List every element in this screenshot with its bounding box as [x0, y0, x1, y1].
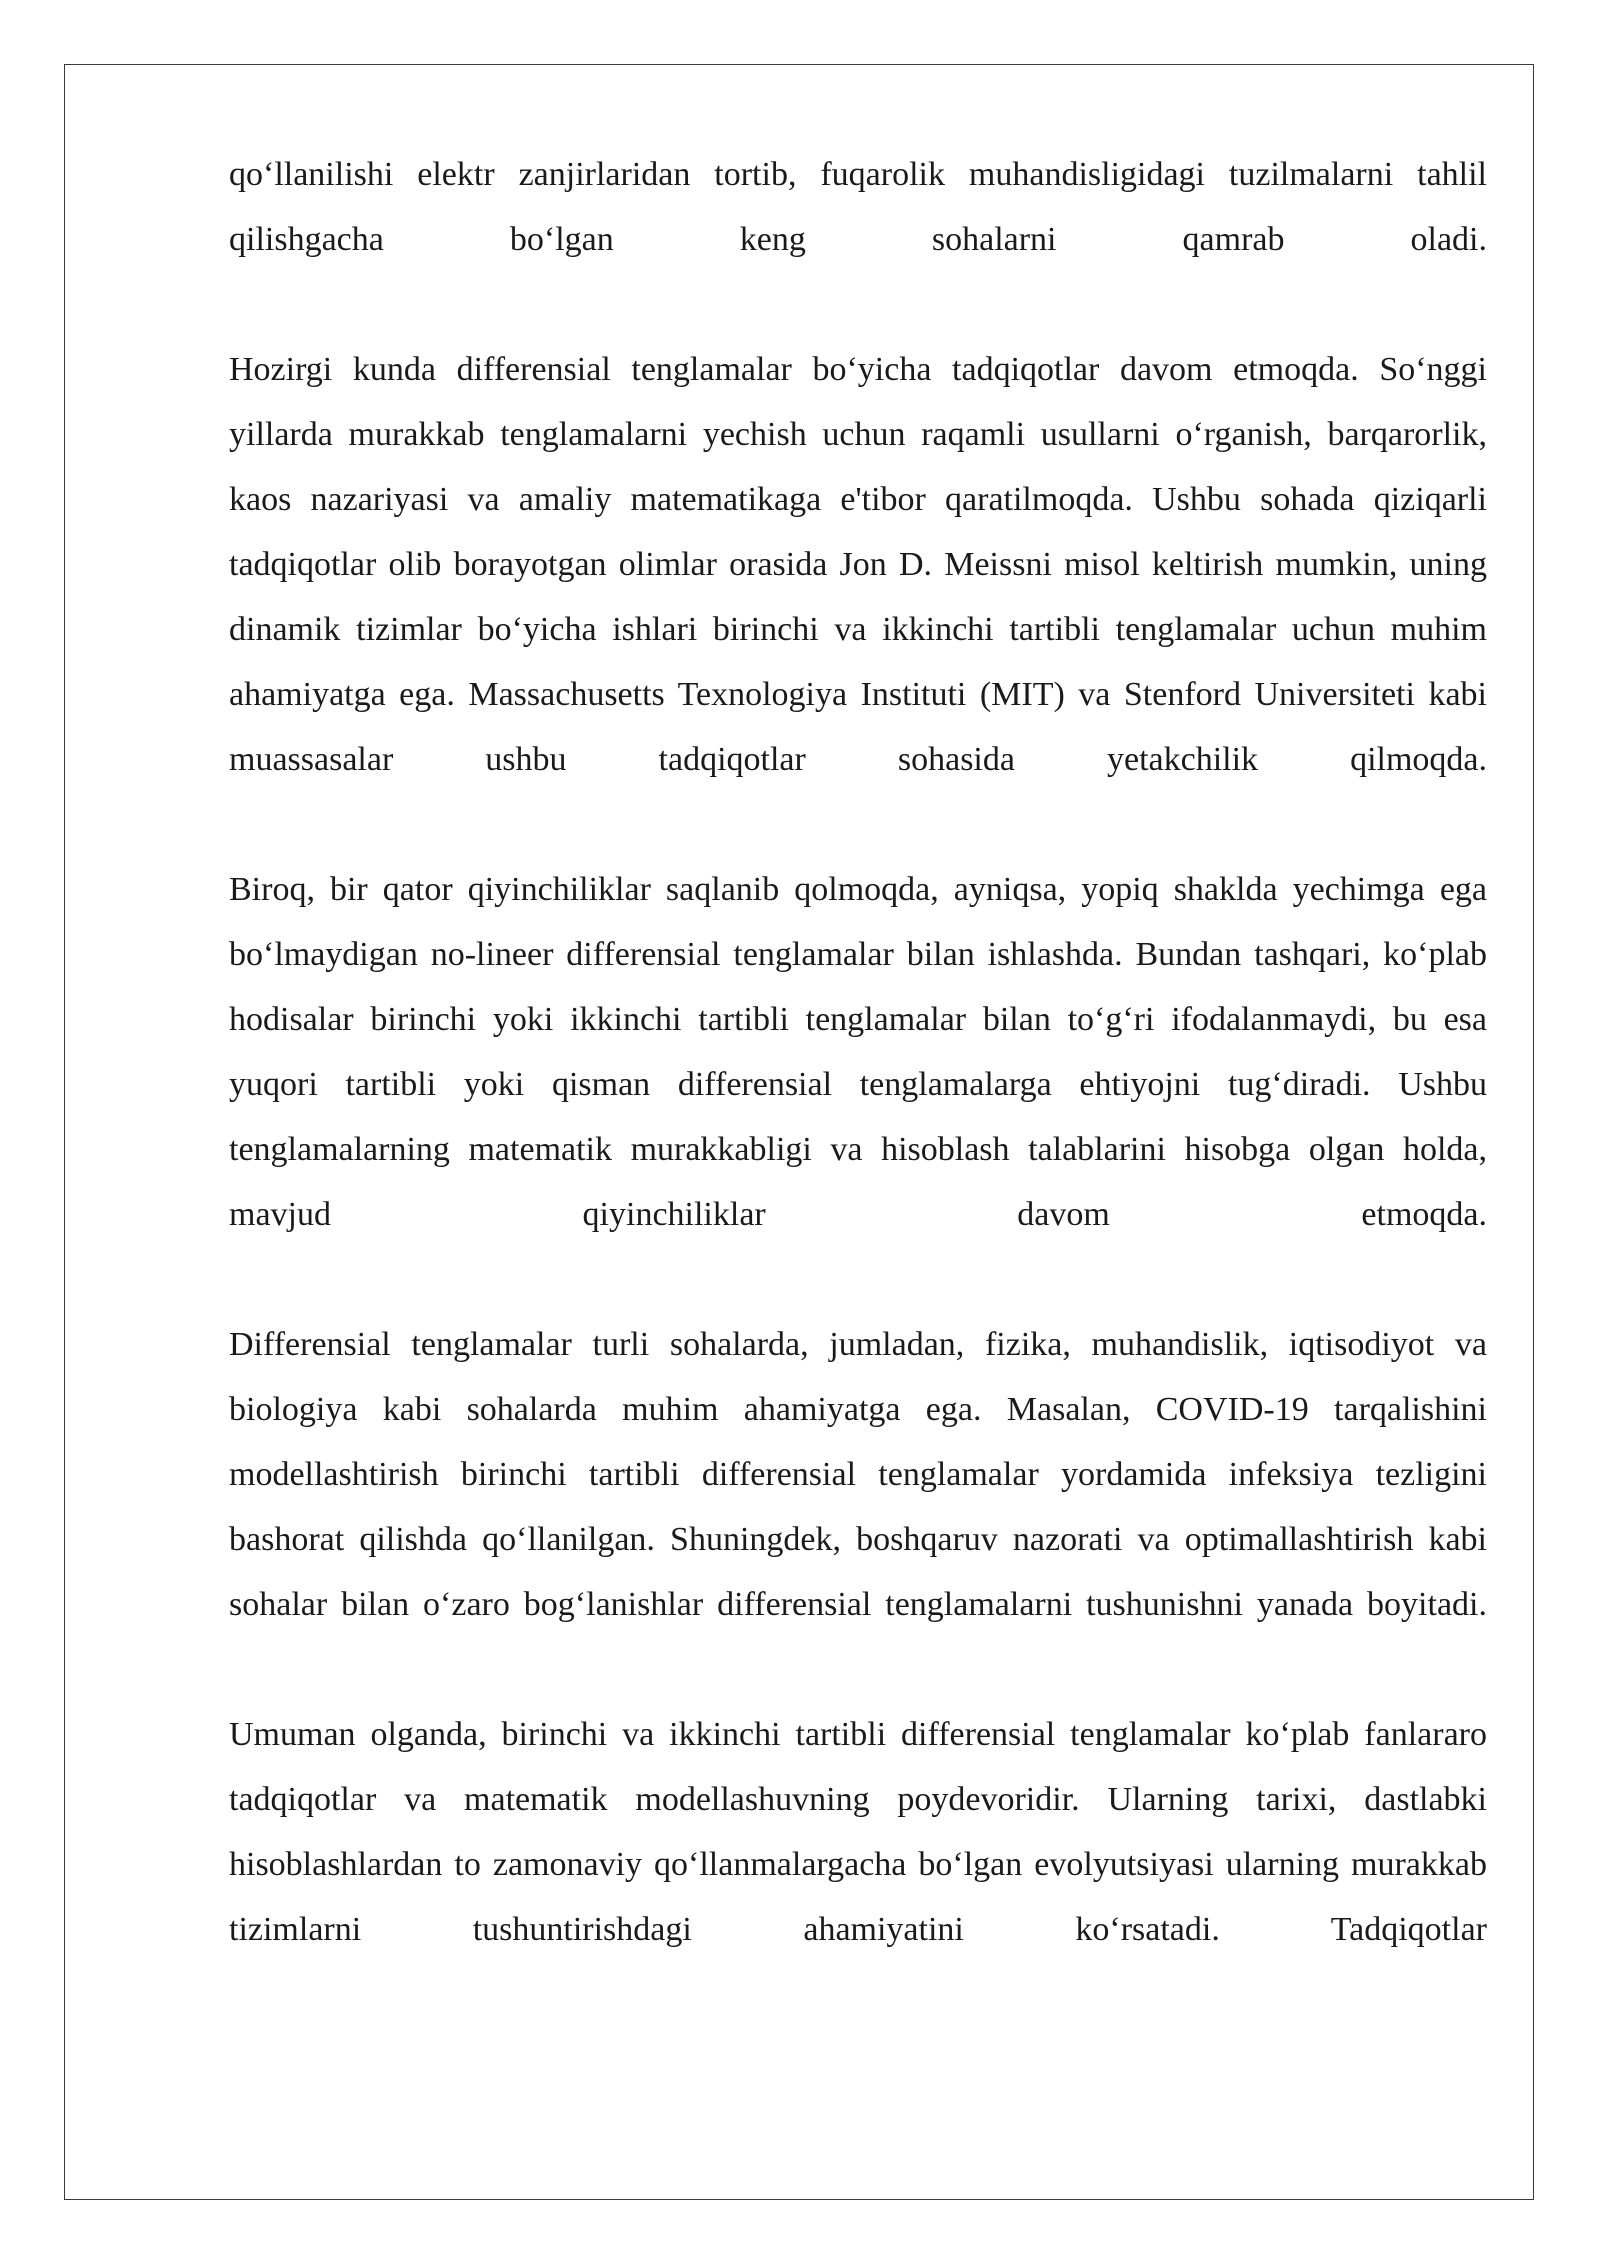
paragraph-1: qo‘llanilishi elektr zanjirlaridan tortib, fuqarolik muhandisligidagi tuzilmalarni tahlil qilishgacha bo‘lgan keng sohalarni qamrab oladi. — [229, 156, 1487, 258]
paragraph-5: Umuman olganda, birinchi va ikkinchi tartibli differensial tenglamalar ko‘plab fanlararo tadqiqotlar va matematik modellashuvning poydevoridir. Ularning tarixi, dastlabki hisoblashlardan to zamonaviy qo‘llanmalargacha bo‘lgan evolyutsiyasi ularning murakkab tizimlarni tushuntirishdagi ahamiyatini ko‘rsatadi. Tadqiqotlar — [229, 1716, 1487, 1948]
paragraph-3: Biroq, bir qator qiyinchiliklar saqlanib qolmoqda, ayniqsa, yopiq shaklda yechimga ega bo‘lmaydigan no-lineer differensial tenglamalar bilan ishlashda. Bundan tashqari, ko‘plab hodisalar birinchi yoki ikkinchi tartibli tenglamalar bilan to‘g‘ri ifodalanmaydi, bu esa yuqori tartibli yoki qisman differensial tenglamalarga ehtiyojni tug‘diradi. Ushbu tenglamalarning matematik murakkabligi va hisoblash talablarini hisobga olgan holda, mavjud qiyinchiliklar davom etmoqda. — [229, 871, 1487, 1233]
document-body — [229, 142, 1487, 1962]
paragraph-4: Differensial tenglamalar turli sohalarda, jumladan, fizika, muhandislik, iqtisodiyot va biologiya kabi sohalarda muhim ahamiyatga ega. Masalan, COVID-19 tarqalishini modellashtirish birinchi tartibli differensial tenglamalar yordamida infeksiya tezligini bashorat qilishda qo‘llanilgan. Shuningdek, boshqaruv nazorati va optimallashtirish kabi sohalar bilan o‘zaro bog‘lanishlar differensial tenglamalarni tushunishni yanada boyitadi. — [229, 1326, 1487, 1623]
paragraph-2: Hozirgi kunda differensial tenglamalar bo‘yicha tadqiqotlar davom etmoqda. So‘nggi yillarda murakkab tenglamalarni yechish uchun raqamli usullarni o‘rganish, barqarorlik, kaos nazariyasi va amaliy matematikaga e'tibor qaratilmoqda. Ushbu sohada qiziqarli tadqiqotlar olib borayotgan olimlar orasida Jon D. Meissni misol keltirish mumkin, uning dinamik tizimlar bo‘yicha ishlari birinchi va ikkinchi tartibli tenglamalar uchun muhim ahamiyatga ega. Massachusetts Texnologiya Instituti (MIT) va Stenford Universiteti kabi muassasalar ushbu tadqiqotlar sohasida yetakchilik qilmoqda. — [229, 351, 1487, 778]
